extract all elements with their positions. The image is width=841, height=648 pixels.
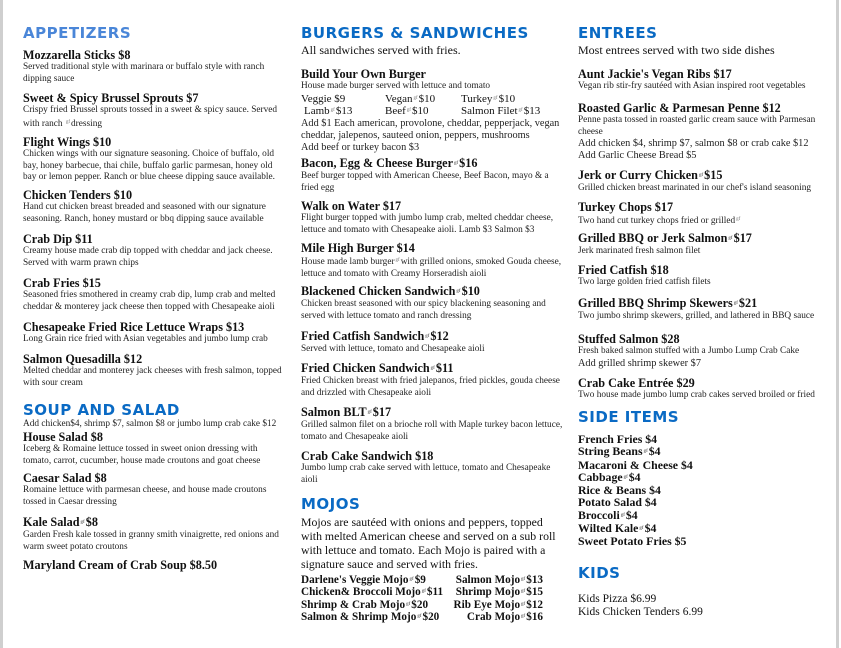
item-name [578, 168, 828, 183]
item-name: Aunt Jackie's Vegan Ribs $17 [578, 67, 732, 81]
item-name: Roasted Garlic & Parmesan Penne $12 [578, 101, 781, 115]
item-name-text: Bacon, Egg & Cheese Burger [301, 156, 453, 170]
item-desc: Two house made jumbo lump crab cakes served broiled or fried [578, 390, 815, 400]
mojos-list [301, 574, 563, 623]
item-desc: Served with lettuce, tomato and Chesapeake aioli [301, 344, 485, 354]
item-name: Maryland Cream of Crab Soup $8.50 [23, 558, 218, 572]
item-name [23, 515, 285, 530]
option-label: Lamb [304, 105, 330, 117]
item-name [578, 296, 828, 311]
menu-item [578, 101, 828, 162]
item-desc: Long Grain rice fried with Asian vegetables and jumbo lump crab [23, 334, 268, 344]
menu-item [301, 449, 563, 486]
mojo-price: $20 [411, 598, 429, 611]
gluten-free-icon: gf [521, 601, 526, 607]
side-price: $4 [648, 444, 661, 459]
section-title-soup-salad: SOUP AND SALAD [23, 401, 180, 419]
option-price: $10 [418, 92, 436, 105]
burger-addons: Add $1 Each american, provolone, cheddar, pepperjack, vegan cheddar, jalepenos, sauteed onion, peppers, mushrooms [301, 117, 560, 141]
burger-option [385, 105, 461, 118]
gluten-free-icon: gf [80, 520, 85, 525]
side-item [578, 509, 828, 522]
side-item [578, 535, 828, 547]
item-name: Crab Fries $15 [23, 276, 101, 290]
mojo-name: Darlene's Veggie Mojo [301, 574, 409, 586]
item-name: Crab Dip $11 [23, 232, 93, 246]
side-name: Rice & Beans $4 [578, 483, 661, 498]
item-desc-text: House made lamb burger [301, 257, 395, 267]
item-name: Sweet & Spicy Brussel Sprouts $7 [23, 91, 199, 105]
kids-item: Kids Chicken Tenders 6.99 [578, 606, 703, 618]
item-name: Mozzarella Sticks $8 [23, 48, 131, 62]
item-price: $17 [372, 405, 392, 419]
item-desc-text: Crispy fried Brussel sprouts tossed in a sweet & spicy sauce. Served with ranch [23, 105, 278, 129]
section-title-burgers: BURGERS & SANDWICHES [301, 24, 529, 42]
item-name: Build Your Own Burger [301, 67, 426, 81]
mojo-item [301, 599, 451, 611]
item-name-text: Kale Salad [23, 515, 80, 529]
menu-item [23, 188, 285, 225]
item-desc-text: Two hand cut turkey chops fried or grilled [578, 216, 736, 226]
gluten-free-icon: gf [623, 474, 628, 480]
menu-item [23, 558, 285, 572]
menu-item [23, 48, 285, 85]
menu-item [301, 241, 563, 280]
menu-item [301, 329, 563, 356]
option-price: $10 [498, 92, 516, 105]
menu-item [23, 352, 285, 389]
item-name [301, 156, 563, 171]
item-desc: House made burger served with lettuce and tomato [301, 81, 491, 91]
gluten-free-icon: gf [639, 526, 644, 532]
side-name: Potato Salad $4 [578, 495, 657, 510]
option-label: Beef [385, 105, 406, 117]
gluten-free-icon: gf [65, 119, 70, 125]
item-name: Chicken Tenders $10 [23, 188, 133, 202]
gluten-free-icon: gf [425, 334, 430, 339]
menu-item [578, 168, 828, 195]
item-name-text: Fried Catfish Sandwich [301, 329, 425, 343]
burger-bacon-addon: Add beef or turkey bacon $3 [301, 141, 420, 153]
item-desc: Jerk marinated fresh salmon filet [578, 246, 701, 256]
burger-option [461, 105, 551, 118]
gluten-free-icon: gf [417, 613, 422, 619]
mojo-name: Salmon & Shrimp Mojo [301, 610, 417, 623]
mojo-name: Crab Mojo [466, 610, 521, 623]
menu-item [301, 156, 563, 194]
burger-option: Veggie $9 [301, 92, 346, 105]
item-name: Salmon Quesadilla $12 [23, 352, 143, 366]
menu-item [301, 361, 563, 399]
mojo-item [301, 611, 451, 623]
item-name: Chesapeake Fried Rice Lettuce Wraps $13 [23, 320, 245, 334]
side-items-list [578, 433, 828, 548]
menu-item [23, 515, 285, 553]
menu-item [578, 376, 828, 402]
mojo-name: Rib Eye Mojo [453, 598, 521, 611]
item-price: $8 [85, 515, 98, 529]
gluten-free-icon: gf [736, 217, 741, 222]
item-desc: Romaine lettuce with parmesan cheese, and house made croutons tossed in Caesar dressing [23, 485, 267, 507]
gluten-free-icon: gf [521, 577, 526, 582]
mojo-price: $9 [414, 574, 426, 586]
gluten-free-icon: gf [430, 366, 435, 371]
gluten-free-icon: gf [367, 410, 372, 415]
gluten-free-icon: gf [521, 589, 526, 595]
option-price: $13 [523, 105, 541, 117]
item-desc: Flight burger topped with jumbo lump crab, melted cheddar cheese, lettuce and tomato with Chesapeake aioli. Lamb $3 Salmon $3 [301, 213, 554, 235]
item-desc: Jumbo lump crab cake served with lettuce, tomato and Chesapeake aioli [301, 463, 551, 485]
gluten-free-icon: gf [698, 173, 704, 178]
item-name-text: Grilled BBQ Shrimp Skewers [578, 296, 733, 310]
gluten-free-icon: gf [728, 236, 733, 241]
section-subtitle: Most entrees served with two side dishes [578, 43, 775, 57]
item-desc: Creamy house made crab dip topped with cheddar and jack cheese. Served with warm prawn chips [23, 246, 273, 268]
item-name-text: Fried Chicken Sandwich [301, 361, 430, 375]
gluten-free-icon: gf [493, 95, 498, 101]
menu-item-build-your-own [301, 67, 563, 154]
side-item [578, 471, 828, 484]
menu-item [578, 296, 828, 323]
item-price: $15 [704, 168, 723, 182]
gluten-free-icon: gf [643, 449, 648, 455]
mojo-name: Shrimp Mojo [455, 586, 521, 599]
page-edge-left [0, 0, 3, 648]
item-name: Crab Cake Entrée $29 [578, 376, 695, 390]
burger-option [301, 105, 385, 118]
menu-item [578, 332, 828, 370]
side-name: Wilted Kale [578, 521, 639, 536]
section-title-appetizers: APPETIZERS [23, 24, 132, 42]
mojo-item [451, 611, 543, 623]
item-price: $16 [459, 156, 478, 170]
menu-item [23, 471, 285, 508]
menu-item [23, 320, 285, 346]
option-label: Vegan [385, 92, 413, 105]
item-desc [578, 214, 828, 228]
item-name: Mile High Burger $14 [301, 241, 415, 255]
section-subtitle: Add chicken$4, shrimp $7, salmon $8 or jumbo lump crab cake $12 [23, 419, 277, 429]
mojo-item [301, 586, 451, 598]
side-item [578, 445, 828, 458]
item-desc: Grilled salmon filet on a brioche roll with Maple turkey bacon lettuce, tomato and Chesapeake aioli [301, 420, 563, 442]
kids-item: Kids Pizza $6.99 [578, 593, 657, 605]
item-desc-text: with grilled onions, smoked Gouda cheese, lettuce and tomato with Creamy Horseradish aioli [301, 257, 562, 279]
item-name: Crab Cake Sandwich $18 [301, 449, 434, 463]
item-name: Stuffed Salmon $28 [578, 332, 680, 346]
menu-item [578, 263, 828, 289]
side-price: $4 [628, 469, 641, 484]
item-desc: Two large golden fried catfish filets [578, 277, 711, 287]
item-desc: Melted cheddar and monterey jack cheeses with fresh salmon, topped with sour cream [23, 366, 282, 388]
item-desc: Beef burger topped with American Cheese, Beef Bacon, mayo & a fried egg [301, 171, 549, 193]
gluten-free-icon: gf [406, 108, 411, 113]
menu-item [301, 405, 563, 443]
gluten-free-icon: gf [518, 108, 523, 113]
item-desc: Fried Chicken breast with fried jalepanos, fried pickles, gouda cheese and drizzled with Chesapeake aioli [301, 376, 560, 398]
page-edge-right [836, 0, 839, 648]
item-desc: Two jumbo shrimp skewers, grilled, and lathered in BBQ sauce [578, 311, 815, 321]
item-name: House Salad $8 [23, 430, 103, 444]
menu-item [301, 284, 563, 322]
mojo-item [451, 599, 543, 611]
mojo-name: Salmon Mojo [455, 574, 521, 586]
item-name: Caesar Salad $8 [23, 471, 107, 485]
item-name-text: Jerk or Curry Chicken [578, 168, 698, 182]
item-desc: Garden Fresh kale tossed in granny smith vinaigrette, red onions and warm sweet potato croutons [23, 530, 279, 552]
item-price: $17 [733, 231, 752, 245]
option-label: Turkey [461, 92, 493, 105]
side-price: $4 [644, 521, 657, 536]
item-name [301, 329, 563, 344]
item-desc: Chicken wings with our signature seasoning. Choice of buffalo, old bay, honey barbecue, thai chile, buffalo garlic parmesan, honey old bay or lemon pepper. Ranch or blue cheese dipping sauce available. [23, 149, 275, 182]
side-item [578, 522, 828, 535]
kids-list [578, 593, 828, 619]
mojo-item [301, 574, 451, 586]
item-name [301, 361, 563, 376]
item-price: $12 [430, 329, 449, 343]
section-title-mojos: MOJOS [301, 495, 361, 513]
menu-item [578, 67, 828, 93]
item-desc: Vegan rib stir-fry sautéed with Asian inspired root vegetables [578, 81, 806, 91]
option-price: $13 [335, 105, 353, 117]
item-name [578, 231, 828, 246]
section-subtitle: All sandwiches served with fries. [301, 43, 461, 57]
item-name-text: Salmon BLT [301, 405, 367, 419]
item-addon: Add grilled shrimp skewer $7 [578, 357, 701, 369]
item-name [301, 284, 563, 299]
gluten-free-icon: gf [620, 512, 625, 518]
side-name: Sweet Potato Fries $5 [578, 534, 687, 549]
mojo-item [451, 574, 543, 586]
item-name-text: Blackened Chicken Sandwich [301, 284, 456, 298]
gluten-free-icon: gf [421, 589, 426, 595]
mojo-name: Shrimp & Crab Mojo [301, 598, 406, 611]
burger-option [461, 93, 551, 106]
mojo-name: Chicken& Broccoli Mojo [301, 586, 421, 599]
item-addon: Add Garlic Cheese Bread $5 [578, 150, 697, 161]
mojo-price: $11 [426, 586, 444, 599]
item-desc: Seasoned fries smothered in creamy crab dip, lump crab and melted cheddar & monterey jack cheese then topped with Chesapeake aioli [23, 290, 276, 312]
mojo-price: $13 [526, 574, 543, 586]
gluten-free-icon: gf [521, 613, 526, 619]
item-desc: Hand cut chicken breast breaded and seasoned with our signature seasoning. Ranch, honey mustard or bbq dipping sauce available [23, 202, 266, 224]
menu-item [23, 430, 285, 467]
gluten-free-icon: gf [456, 289, 461, 294]
menu-item [23, 135, 285, 184]
menu-item [23, 91, 285, 130]
side-name: Cabbage [578, 469, 623, 484]
item-desc [23, 105, 285, 130]
gluten-free-icon: gf [454, 161, 459, 166]
item-desc: Fresh baked salmon stuffed with a Jumbo Lump Crab Cake [578, 346, 800, 356]
mojo-price: $20 [422, 610, 440, 623]
section-title-entrees: ENTREES [578, 24, 658, 42]
item-desc: Iceberg & Romaine lettuce tossed in sweet onion dressing with tomato, carrot, cucumber, house made croutons and goat cheese [23, 444, 261, 466]
item-name: Turkey Chops $17 [578, 200, 674, 214]
mojo-price: $15 [526, 586, 543, 599]
mojos-description: Mojos are sautéed with onions and peppers, topped with melted American cheese and served on a sub roll with lettuce and tomato. Each Mojo is paired with a signature sauce and served with fries. [301, 515, 556, 571]
item-name: Walk on Water $17 [301, 199, 402, 213]
item-desc: Penne pasta tossed in roasted garlic cream sauce with Parmesan cheese [578, 115, 816, 137]
mojo-price: $12 [526, 598, 543, 611]
item-desc [301, 255, 563, 280]
section-title-side-items: SIDE ITEMS [578, 408, 680, 426]
item-name: Fried Catfish $18 [578, 263, 669, 277]
side-name: French Fries $4 [578, 432, 658, 446]
burger-options [301, 93, 563, 118]
side-price: $4 [625, 507, 638, 522]
gluten-free-icon: gf [395, 258, 400, 263]
item-desc-text: dressing [71, 118, 102, 129]
gluten-free-icon: gf [733, 301, 738, 306]
side-name: String Beans [578, 444, 643, 459]
item-name-text: Grilled BBQ or Jerk Salmon [578, 231, 728, 245]
item-name: Flight Wings $10 [23, 135, 112, 149]
burger-option [385, 93, 461, 106]
menu-item [301, 199, 563, 236]
option-price: $10 [411, 105, 429, 117]
gluten-free-icon: gf [406, 601, 411, 607]
section-title-kids: KIDS [578, 564, 621, 582]
menu-item [23, 276, 285, 313]
item-price: $10 [461, 284, 480, 298]
side-name: Broccoli [578, 507, 620, 522]
side-name: Macaroni & Cheese $4 [578, 457, 693, 472]
item-price: $21 [738, 296, 758, 310]
item-desc: Chicken breast seasoned with our spicy blackening seasoning and served with lettuce tomato and ranch dressing [301, 299, 546, 321]
gluten-free-icon: gf [413, 95, 418, 101]
mojo-item [451, 586, 543, 598]
gluten-free-icon: gf [330, 108, 335, 113]
item-price: $11 [435, 361, 454, 375]
item-name [301, 405, 563, 420]
menu-item [578, 200, 828, 228]
menu-item [23, 232, 285, 269]
item-desc: Served traditional style with marinara or buffalo style with ranch dipping sauce [23, 62, 265, 84]
gluten-free-icon: gf [409, 577, 414, 582]
mojo-price: $16 [526, 610, 543, 623]
item-addon: Add chicken $4, shrimp $7, salmon $8 or crab cake $12 [578, 138, 809, 149]
option-label: Salmon Filet [461, 105, 518, 117]
menu-item [578, 231, 828, 258]
item-desc: Grilled chicken breast marinated in our chef's island seasoning [578, 183, 811, 193]
